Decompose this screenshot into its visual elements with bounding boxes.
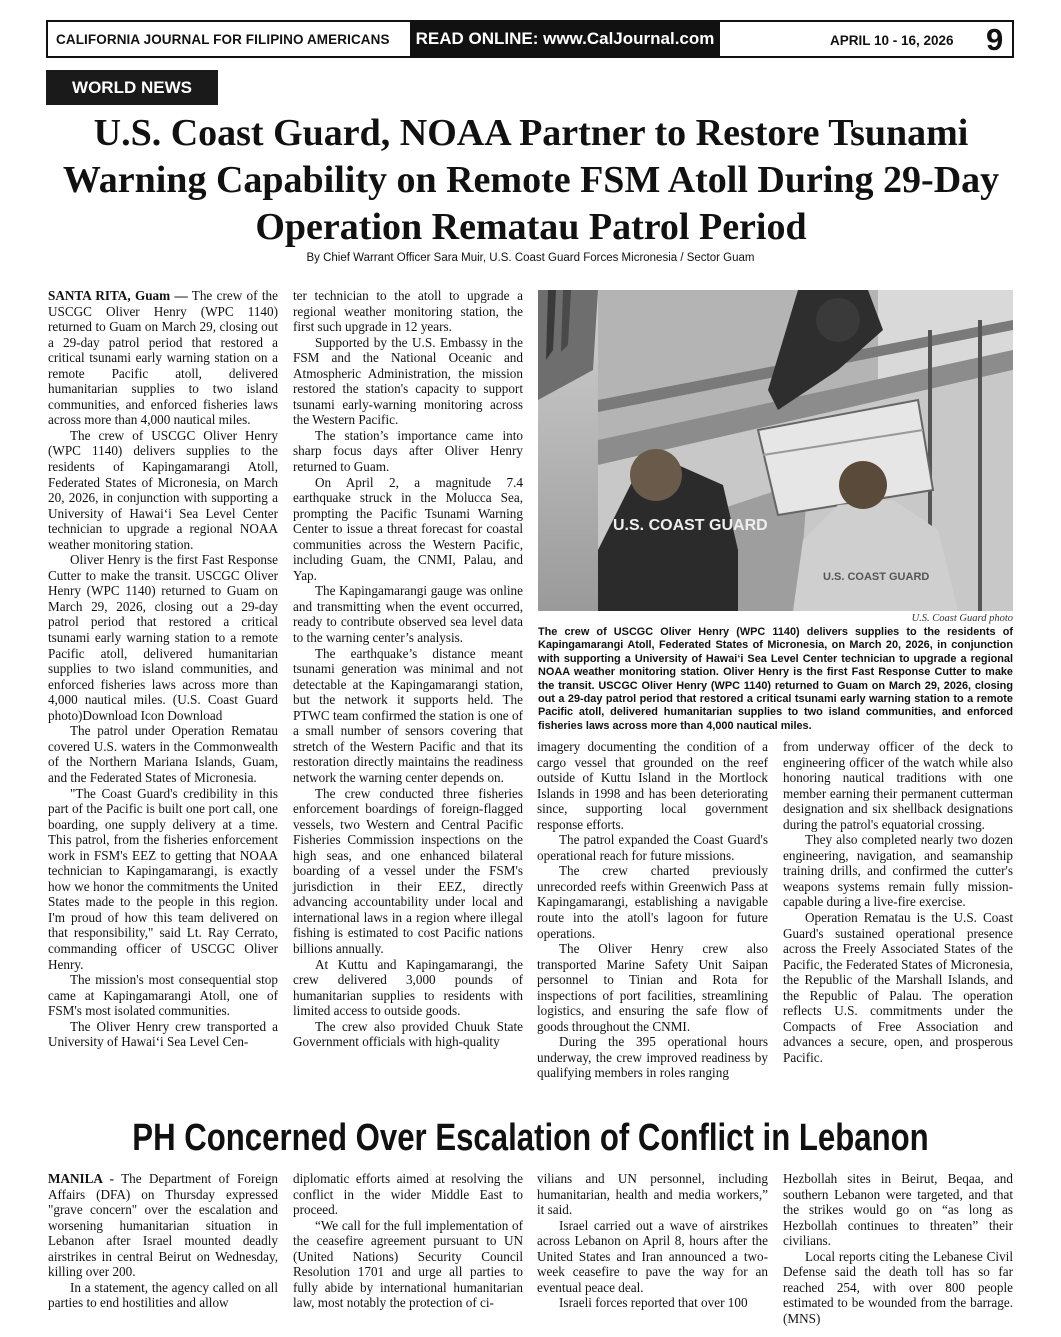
- article1-paragraph: The earthquake’s distance meant tsunami generation was minimal and not detectable at the Kapingamarangi station, but the network it supports held. The PTWC team confirmed the station is one of a small number of sensors covering that stretch of the Western Pacific and that its restoration directly maintains the readiness network the warning center depends on.: [293, 645, 523, 785]
- article1-paragraph: The Kapingamarangi gauge was online and transmitting when the event occurred, ready to contribute observed sea level data to the warning center’s analysis.: [293, 583, 523, 646]
- article2-column-4: [783, 1171, 1013, 1326]
- article2-paragraph: Israeli forces reported that over 100: [559, 1295, 748, 1311]
- publication-name: CALIFORNIA JOURNAL FOR FILIPINO AMERICANS: [56, 32, 390, 47]
- section-label: WORLD NEWS: [46, 70, 218, 105]
- article1-photo: [538, 290, 1013, 611]
- article1-paragraph: Oliver Henry is the first Fast Response Cutter to make the transit. USCGC Oliver Henry (WPC 1140) returned to Guam on March 29, 2026, closing out a 29-day patrol period that restored a critical tsunami early warning station to a remote Pacific atoll, delivered humanitarian supplies to two island communities, and enforced fisheries laws across more than 4,000 nautical miles. (U.S. Coast Guard photo)Download Icon Download: [48, 552, 278, 723]
- article1-byline: By Chief Warrant Officer Sara Muir, U.S. Coast Guard Forces Micronesia / Sector Guam: [306, 252, 755, 264]
- article1-paragraph: On April 2, a magnitude 7.4 earthquake struck in the Molucca Sea, prompting the Pacific Tsunami Warning Center to issue a threat forecast for coastal communities across the Western Pacific, including Guam, the CNMI, Palau, and Yap.: [293, 474, 523, 583]
- article1-paragraph: The crew of USCGC Oliver Henry (WPC 1140) delivers supplies to the residents of Kapingamarangi Atoll, Federated States of Micronesia, on March 20, 2026, in conjunction with supporting a University of Hawai‘i Sea Level Center technician to upgrade a regional NOAA weather monitoring station.: [48, 427, 278, 552]
- article1-paragraph: The mission's most consequential stop came at Kapingamarangi Atoll, one of FSM's most isolated communities.: [48, 972, 278, 1019]
- issue-date: APRIL 10 - 16, 2026: [830, 33, 954, 48]
- photo-credit: U.S. Coast Guard photo: [911, 613, 1013, 624]
- coast-guard-photo: [538, 290, 1013, 611]
- article2-column-3: [537, 1171, 768, 1311]
- article1-paragraph: "The Coast Guard's credibility in this part of the Pacific is built one port call, one boarding, one supply delivery at a time. This patrol, from the fisheries enforcement work in FSM's EEZ to getting that NOAA technician to Kapingamarangi, is exactly how we honor the commitments the United States made to the people in this region. I'm proud of how this team delivered on that responsibility," said Lt. Ray Cerrato, commanding officer of USCGC Oliver Henry.: [48, 785, 278, 972]
- article1-paragraph: Supported by the U.S. Embassy in the FSM and the National Oceanic and Atmospheric Administration, the mission restored the station's capacity to support tsunami early-warning monitoring across the Western Pacific.: [293, 334, 523, 428]
- page-number: 9: [986, 22, 1004, 57]
- article2-headline: PH Concerned Over Escalation of Conflict in Lebanon: [132, 1117, 929, 1159]
- article2-paragraph: “We call for the full implementation of the ceasefire agreement pursuant to UN (United Nations) Security Council Resolution 1701 and urge all parties to fully abide by international humanitarian law, most notably the protection of ci-: [293, 1217, 523, 1311]
- article2-dateline: MANILA -: [48, 1171, 114, 1186]
- article1-headline: U.S. Coast Guard, NOAA Partner to Restore Tsunami Warning Capability on Remote FSM Atoll During 29-Day Operation Rematau Patrol Period: [62, 112, 1000, 248]
- vest-print: U.S. COAST GUARD: [613, 517, 768, 534]
- article1-paragraph: They also completed nearly two dozen engineering, navigation, and seamanship training drills, and confirmed the cutter's weapons systems remain fully mission-capable during a live-fire exercise.: [783, 832, 1013, 910]
- article1-paragraph: The patrol expanded the Coast Guard's operational reach for future missions.: [537, 832, 768, 863]
- article1-paragraph: imagery documenting the condition of a cargo vessel that grounded on the reef outside of Kuttu Island in the Mortlock Islands in 1998 and has been deteriorating since, supporting local government response efforts.: [537, 739, 768, 832]
- photo-caption: The crew of USCGC Oliver Henry (WPC 1140) delivers supplies to the residents of Kapingamarangi Atoll, Federated States of Micronesia, on March 20, 2026, in conjunction with supporting a University of Hawai‘i Sea Level Center technician to upgrade a regional NOAA weather monitoring station. Oliver Henry is the first Fast Response Cutter to make the transit. USCGC Oliver Henry (WPC 1140) returned to Guam on March 29, 2026, closing out a 29-day patrol period that restored a critical tsunami early warning station to a remote Pacific atoll, delivered humanitarian supplies to two island communities, and enforced fisheries laws across more than 4,000 nautical miles.: [538, 626, 1013, 732]
- article2-column-1: [48, 1171, 278, 1311]
- article2-column-2: [293, 1171, 523, 1311]
- article1-paragraph: The station’s importance came into sharp focus days after Oliver Henry returned to Guam.: [293, 427, 523, 475]
- article2-paragraph: vilians and UN personnel, including humanitarian, health and media workers,” it said.: [537, 1171, 768, 1218]
- article1-paragraph: ter technician to the atoll to upgrade a regional weather monitoring station, the first such upgrade in 12 years.: [293, 288, 523, 335]
- article2-paragraph: Hezbollah sites in Beirut, Beqaa, and southern Lebanon were targeted, and that the strikes would go on “as long as Hezbollah continues to threaten” their civilians.: [783, 1171, 1013, 1249]
- article2-paragraph: MANILA - The Department of Foreign Affairs (DFA) on Thursday expressed "grave concern" over the escalation and worsening humanitarian situation in Lebanon after Israel mounted deadly airstrikes in central Beirut on Wednesday, killing over 200.: [48, 1171, 279, 1280]
- article1-column-4: [783, 739, 1013, 1065]
- article1-paragraph: The crew also provided Chuuk State Government officials with high-quality: [293, 1018, 523, 1050]
- article1-paragraph: The Oliver Henry crew transported a University of Hawai‘i Sea Level Cen-: [48, 1018, 278, 1050]
- article1-paragraph: The crew charted previously unrecorded reefs within Greenwich Pass at Kapingamarangi, establishing a navigable route into the atoll's lagoon for future operations.: [537, 863, 768, 941]
- article1-paragraph: The crew conducted three fisheries enforcement boardings of foreign-flagged vessels, two Western and Central Pacific Fisheries Commission inspections on the high seas, and one enhanced bilateral boarding of a vessel under the FSM's jurisdiction in their EEZ, directly advancing accountability under local and international laws in a region where illegal fishing is estimated to cost Pacific nations billions annually.: [293, 785, 523, 956]
- article1-column-1: [48, 288, 278, 1050]
- article1-column-2: [293, 288, 523, 1050]
- article2-paragraph: diplomatic efforts aimed at resolving the conflict in the wider Middle East to proceed.: [293, 1171, 523, 1218]
- article1-paragraph: The Oliver Henry crew also transported Marine Safety Unit Saipan personnel to Tinian and Rota for inspections of port facilities, streamlining logistics, and ensuring the safe flow of goods throughout the CNMI.: [537, 941, 768, 1034]
- article1-paragraph: Operation Rematau is the U.S. Coast Guard's sustained operational presence across the Freely Associated States of the Pacific, the Federated States of Micronesia, the Republic of the Marshall Islands, and the Republic of Palau. The operation reflects U.S. commitments under the Compacts of Free Association and advances a secure, open, and prosperous Pacific.: [783, 910, 1013, 1065]
- article2-paragraph: Israel carried out a wave of airstrikes across Lebanon on April 8, hours after the United States and Iran announced a two-week ceasefire to pave the way for an eventual peace deal.: [537, 1217, 768, 1295]
- article1-dateline: SANTA RITA, Guam —: [48, 288, 188, 303]
- article1-column-3: [537, 739, 768, 1081]
- shirt-print: U.S. COAST GUARD: [823, 571, 930, 583]
- article2-paragraph: Local reports citing the Lebanese Civil Defense said the death toll has so far reached 254, with over 800 people estimated to be wounded from the barrage. (MNS): [783, 1248, 1013, 1326]
- masthead: [46, 20, 1014, 58]
- article2-paragraph: In a statement, the agency called on all parties to end hostilities and allow: [48, 1279, 278, 1311]
- article1-paragraph: from underway officer of the deck to engineering officer of the watch while also honoring nautical traditions with one member earning their permanent cutterman designation and six shellback designations during the patrol's equatorial crossing.: [783, 739, 1013, 832]
- article1-paragraph: At Kuttu and Kapingamarangi, the crew delivered 3,000 pounds of humanitarian supplies to residents with limited access to outside goods.: [293, 956, 523, 1019]
- article1-paragraph: SANTA RITA, Guam — The crew of the USCGC Oliver Henry (WPC 1140) returned to Guam on March 29, closing out a 29-day patrol period that restored a critical tsunami early warning station on a remote Pacific atoll, delivered humanitarian supplies to two island communities, and enforced fisheries laws across more than 4,000 nautical miles.: [48, 288, 278, 428]
- article1-paragraph: The patrol under Operation Rematau covered U.S. waters in the Commonwealth of the Northern Mariana Islands, Guam, and the Federated States of Micronesia.: [48, 723, 278, 785]
- read-online-link[interactable]: READ ONLINE: www.CalJournal.com: [410, 20, 720, 58]
- article1-paragraph: During the 395 operational hours underway, the crew improved readiness by qualifying members in roles ranging: [537, 1034, 768, 1081]
